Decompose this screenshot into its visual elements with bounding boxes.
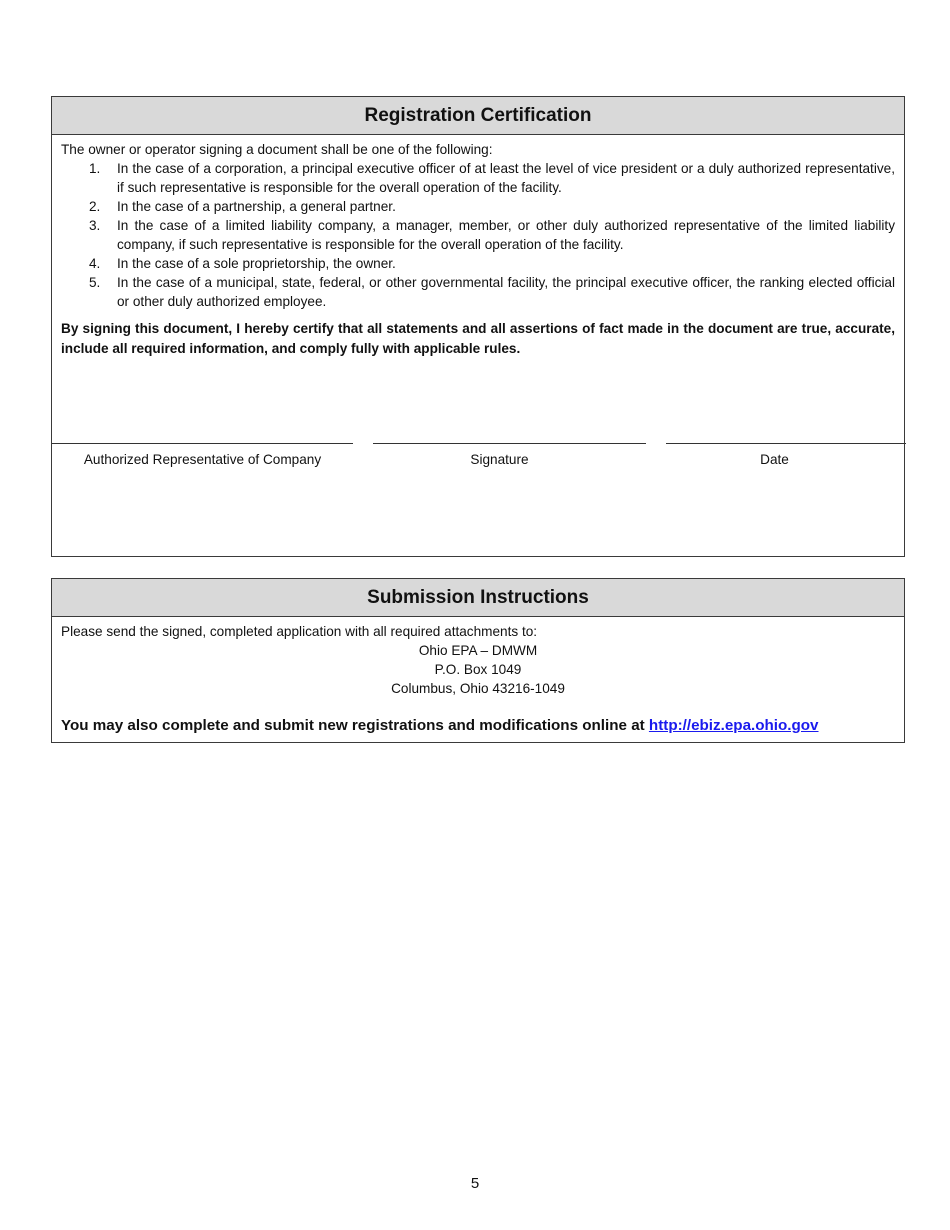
address-line-1: Ohio EPA – DMWM [418, 643, 538, 658]
signature-line[interactable] [373, 443, 646, 444]
representative-label: Authorized Representative of Company [83, 452, 322, 467]
list-item-number: 5. [89, 275, 101, 290]
ebiz-link[interactable]: http://ebiz.epa.ohio.gov [648, 717, 819, 734]
signature-label: Signature [470, 452, 529, 467]
online-submission-text: You may also complete and submit new registrations and modifications online at [61, 717, 649, 734]
date-line[interactable] [666, 443, 906, 444]
registration-certification-section [51, 96, 905, 557]
representative-signature-line[interactable] [52, 443, 353, 444]
submission-instructions-title: Submission Instructions [52, 579, 904, 617]
online-submission-note [61, 716, 819, 736]
list-item-number: 1. [89, 161, 101, 176]
list-item [61, 254, 895, 273]
signer-requirements-list [61, 159, 895, 311]
list-item-text: In the case of a corporation, a principal executive officer of at least the level of vice president or a duly authorized representative, if such representative is responsible for the overall operation of the facility. [117, 161, 895, 195]
list-item [61, 197, 895, 216]
list-item [61, 273, 895, 311]
registration-certification-title: Registration Certification [52, 97, 904, 135]
registration-intro: The owner or operator signing a document shall be one of the following: [61, 142, 493, 157]
submission-intro: Please send the signed, completed application with all required attachments to: [61, 624, 538, 639]
address-line-3: Columbus, Ohio 43216-1049 [391, 681, 565, 696]
list-item-text: In the case of a sole proprietorship, the owner. [117, 256, 396, 271]
list-item-text: In the case of a municipal, state, federal, or other governmental facility, the principal executive officer, the ranking elected official or other duly authorized employee. [117, 275, 895, 309]
certification-statement: By signing this document, I hereby certify that all statements and all assertions of fact made in the document are true, accurate, include all required information, and comply fully with applicable rules. [61, 321, 895, 356]
list-item [61, 216, 895, 254]
address-line-2: P.O. Box 1049 [434, 662, 522, 677]
page-number: 5 [470, 1175, 480, 1192]
list-item-text: In the case of a partnership, a general partner. [117, 199, 396, 214]
list-item-number: 4. [89, 256, 101, 271]
submission-instructions-section [51, 578, 905, 743]
date-label: Date [760, 452, 789, 467]
mailing-address [52, 641, 904, 698]
list-item [61, 159, 895, 197]
list-item-number: 2. [89, 199, 101, 214]
list-item-number: 3. [89, 218, 101, 233]
list-item-text: In the case of a limited liability company, a manager, member, or other duly authorized representative of the limited liability company, if such representative is responsible for the overall operation of the facility. [117, 218, 895, 252]
